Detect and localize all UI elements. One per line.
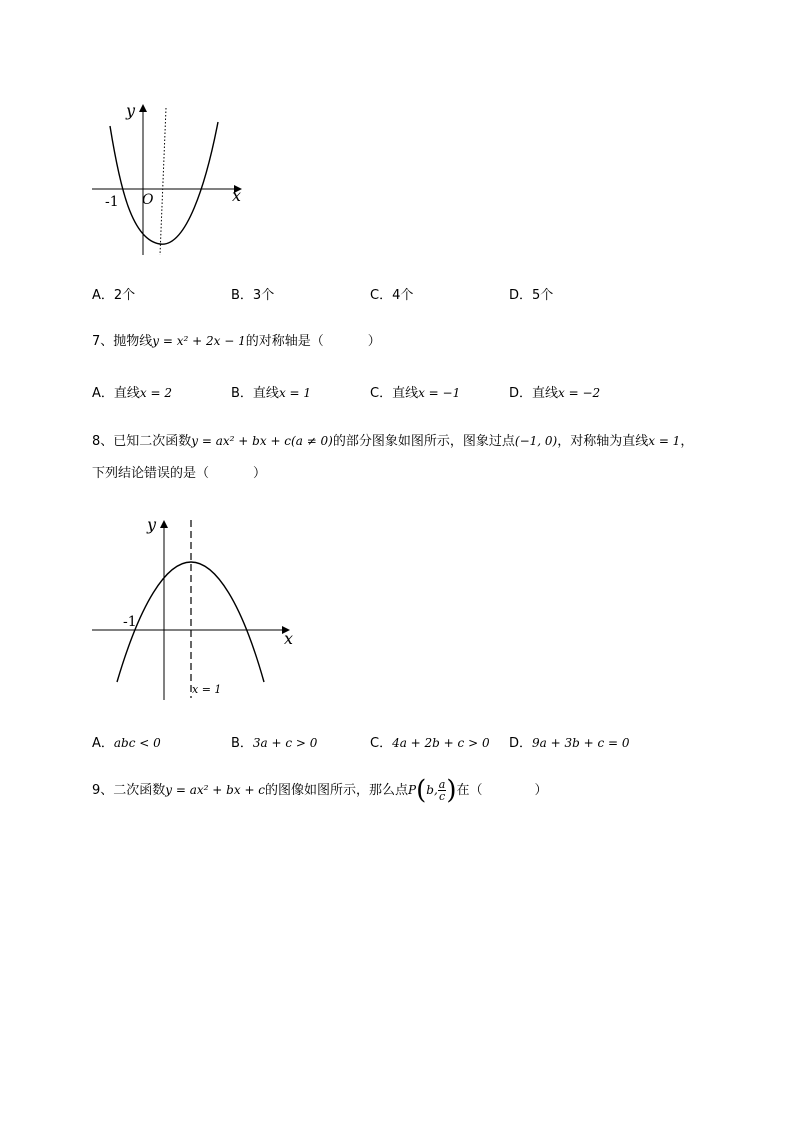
q8-prefix: 已知二次函数 [113,434,192,449]
q9-stem [92,776,548,805]
option-math: 4a + 2b + c > 0 [392,736,490,750]
q8-stem-line1 [92,431,693,452]
option-math: 9a + 3b + c = 0 [532,736,630,750]
q6-option-a[interactable] [92,284,135,303]
q9-prefix: 二次函数 [113,783,166,798]
q8-point: (−1, 0) [514,434,558,448]
x-axis-label: x [232,186,242,205]
option-text: 直线 [113,386,140,401]
q9-number: 9、 [92,783,114,798]
q7-option-a[interactable] [92,382,172,401]
right-paren: ) [446,775,457,806]
fraction-denominator: c [438,790,446,803]
q7-close: ） [367,334,381,349]
x-axis-label: x [284,629,294,648]
y-axis-arrow [160,520,168,528]
option-letter: B． [231,288,253,303]
option-text: 直线 [392,386,419,401]
q8-number: 8、 [92,434,114,449]
y-axis-label: y [126,101,136,120]
q7-option-d[interactable] [509,382,600,401]
option-letter: B． [231,736,253,751]
option-text: 直线 [252,386,279,401]
q7-prefix: 抛物线 [113,334,153,349]
q7-option-b[interactable] [231,382,311,401]
q8-close: ） [253,466,267,481]
q8-axis: x = 1 [648,434,681,448]
option-math: x = −2 [558,386,601,400]
q8-option-c[interactable] [370,732,490,751]
q8-option-d[interactable] [509,732,630,751]
q7-formula: y = x² + 2x − 1 [152,334,246,348]
q8-line2: 下列结论错误的是（ [92,466,210,481]
neg-one-label: -1 [123,614,137,630]
option-letter: A． [92,386,114,401]
option-math: abc < 0 [113,736,161,750]
fraction-numerator: a [438,778,446,791]
q7-suffix: 的对称轴是（ [245,334,324,349]
q6-option-c[interactable] [370,284,413,303]
q8-mid: 的部分图象如图所示，图象过点 [332,434,515,449]
q7-stem [92,331,381,352]
option-letter: D． [509,736,533,751]
option-text: 直线 [532,386,559,401]
q8-formula: y = ax² + bx + c(a ≠ 0) [191,434,333,448]
option-math: 3a + c > 0 [252,736,318,750]
option-letter: C． [370,288,393,303]
q8-option-a[interactable] [92,732,161,751]
option-letter: D． [509,288,533,303]
option-math: x = 1 [278,386,312,400]
symmetry-line [160,108,166,255]
option-letter: D． [509,386,533,401]
option-letter: C． [370,386,393,401]
option-math: x = 2 [139,386,173,400]
q7-number: 7、 [92,334,114,349]
option-text: 4个 [392,288,414,303]
parabola-curve [110,122,218,244]
q9-close: ） [534,783,548,798]
q9-mid: 的图像如图所示，那么点 [265,783,409,798]
option-letter: A． [92,736,114,751]
q9-formula: y = ax² + bx + c [165,783,266,797]
y-axis-arrow [139,104,147,112]
symmetry-line-label: x = 1 [192,683,222,696]
q9-point-name: P [408,783,417,797]
y-axis-label: y [147,515,157,534]
option-letter: C． [370,736,393,751]
q9-point-b: b, [426,783,438,797]
neg-one-label: -1 [105,194,119,210]
option-letter: A． [92,288,114,303]
option-text: 5个 [532,288,554,303]
option-math: x = −1 [418,386,461,400]
q8-mid2: ，对称轴为直线 [557,434,649,449]
left-paren: ( [416,775,427,806]
option-text: 3个 [252,288,275,303]
q8-stem-line2 [92,464,266,484]
option-letter: B． [231,386,253,401]
q7-option-c[interactable] [370,382,460,401]
q6-option-b[interactable] [231,284,274,303]
origin-label: O [142,192,154,208]
option-text: 2个 [113,288,136,303]
graph-1 [88,98,258,260]
q6-option-d[interactable] [509,284,553,303]
q9-suffix: 在（ [456,783,483,798]
q8-option-b[interactable] [231,732,317,751]
q8-end: ， [680,434,694,449]
graph-2 [88,510,303,702]
